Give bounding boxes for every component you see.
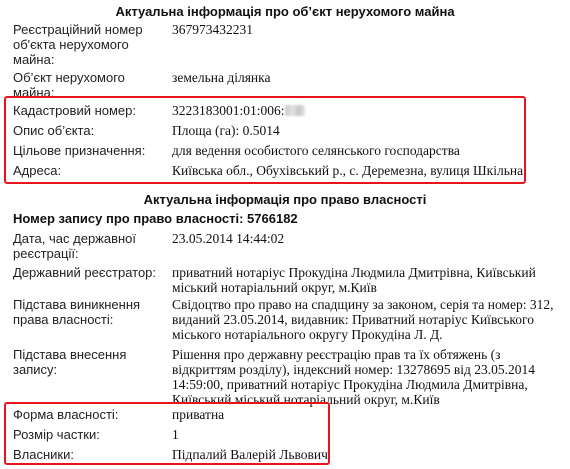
field-value: для ведення особистого селянського господарства bbox=[172, 143, 460, 158]
field-value: 1 bbox=[172, 427, 179, 442]
field-label: Підстава внесення запису: bbox=[13, 347, 127, 377]
field-label: Державний реєстратор: bbox=[13, 265, 157, 280]
field-label: Форма власності: bbox=[13, 407, 119, 422]
field-value: Площа (га): 0.5014 bbox=[172, 123, 280, 138]
field-value: Свідоцтво про право на спадщину за законом, серія та номер: 312, виданий 23.05.2014, видавник: Приватний нотаріус Київського міського нотаріального округу Прокудіна Л. Д. bbox=[172, 297, 554, 342]
field-label: Реєстраційний номер об'єкта нерухомого майна: bbox=[13, 22, 143, 67]
property-section-title: Актуальна інформація про об’єкт нерухомого майна bbox=[115, 4, 455, 19]
field-value: 367973432231 bbox=[172, 22, 253, 37]
field-value: Підпалий Валерій Львович bbox=[172, 447, 328, 462]
field-value bbox=[172, 103, 557, 118]
field-label: Кадастровий номер: bbox=[13, 103, 136, 118]
field-value: земельна ділянка bbox=[172, 70, 271, 85]
field-value: Рішення про державну реєстрацію прав та їх обтяжень (з відкриттям розділу), індексний номер: 13278695 від 23.05.2014 14:59:00, приватний нотаріус Прокудіна Людмила Дмитрівна, Київський міський нотаріальний округ, м.Київ bbox=[172, 347, 535, 407]
field-label: Об’єкт нерухомого майна: bbox=[13, 70, 125, 100]
field-label: Власники: bbox=[13, 447, 74, 462]
field-value: 23.05.2014 14:44:02 bbox=[172, 231, 285, 246]
field-label: Підстава виникнення права власності: bbox=[13, 297, 141, 327]
field-value: приватний нотаріус Прокудіна Людмила Дмитрівна, Київський міський нотаріальний округ, м.Київ bbox=[172, 265, 536, 295]
field-value: приватна bbox=[172, 407, 225, 422]
field-label: Дата, час державної реєстрації: bbox=[13, 231, 137, 261]
field-label: Опис об’єкта: bbox=[13, 123, 95, 138]
redacted-blur bbox=[285, 105, 305, 116]
ownership-record-number: Номер запису про право власності: 5766182 bbox=[13, 211, 298, 226]
field-label: Розмір частки: bbox=[13, 427, 100, 442]
cadastral-number-text: 3223183001:01:006: bbox=[172, 103, 285, 118]
ownership-section-title: Актуальна інформація про право власності bbox=[143, 192, 427, 207]
field-label: Адреса: bbox=[13, 163, 62, 178]
field-value: Київська обл., Обухівський р., с. Деремезна, вулиця Шкільна bbox=[172, 163, 524, 178]
field-label: Цільове призначення: bbox=[13, 143, 146, 158]
